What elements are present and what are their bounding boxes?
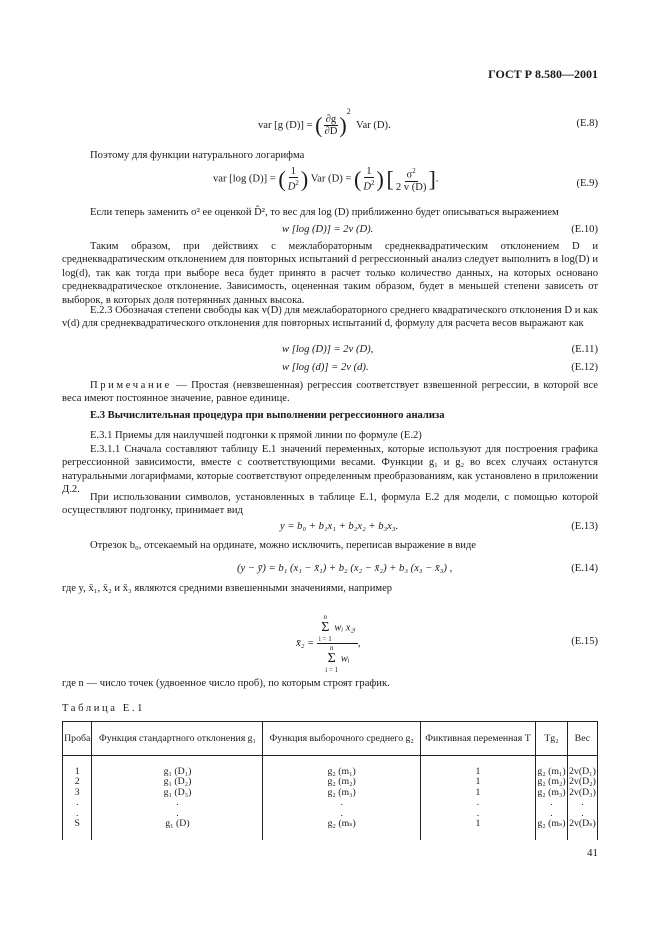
eq-e9-num2: 1: [366, 166, 372, 177]
eq-e15-num: wᵢ x₂ᵢ: [334, 622, 356, 634]
eq-e14-number: (E.14): [571, 563, 598, 574]
para-where: где y, x̄₁, x̄₂ и x̄₃ являются средними взвешенными значениями, например: [62, 583, 393, 594]
table-row: . . . . . .: [63, 809, 598, 820]
para-n: где n — число точек (удвоенное число проб), по которым строят график.: [62, 678, 390, 689]
para-thus: Таким образом, при действиях с межлабораторным среднеквадратическим отклонением D и среднеквадратическим отклонением для повторных испытаний d регрессионный анализ следует выполнить в log(D) и log(d), так как тогда при выборе веса будет принято в расчет только количество данных, на которых основано среднеквадратическое отклонение. Зависимость, оцененная таким образом, будет в меньшей степени зависеть от выборок, в которых доля потерянных данных высока.: [62, 241, 598, 306]
equation-e12: w [log (d)] = 2v (d).: [282, 362, 369, 373]
para-log-intro: Поэтому для функции натурального логарифма: [90, 150, 305, 161]
equation-e11: w [log (D)] = 2v (D),: [282, 344, 374, 355]
equation-e13: y = b₀ + b₁x₁ + b₂x₂ + b₃x₃.: [280, 521, 399, 532]
equation-e14: (y − ȳ) = b₁ (x₁ − x̄₁) + b₂ (x₂ − x̄₂) + b₃ (x₃ − x̄₃) ,: [237, 563, 453, 574]
eq-e11-number: (E.11): [571, 344, 598, 355]
eq-e15-den: wᵢ: [340, 653, 350, 665]
eq-e9-num3: σ: [406, 169, 413, 181]
col-header-g1: Функция стандартного отклонения g₁: [92, 722, 263, 756]
para-intercept: Отрезок b₀, отсекаемый на ординате, можно исключить, переписав выражение в виде: [90, 540, 477, 551]
col-header-t: Фиктивная переменная T: [420, 722, 535, 756]
eq-e9-mid: Var (D) =: [310, 173, 352, 185]
section-e3-heading: E.3 Вычислительная процедура при выполнении регрессионного анализа: [90, 410, 445, 421]
table-row: . . . . . .: [63, 798, 598, 809]
eq-e9-den1: D: [287, 181, 296, 193]
note-text: — Простая (невзвешенная) регрессия соответствует взвешенной регрессии, в которой все веса имеют постоянное значение, равное единице.: [62, 380, 598, 405]
para-e23: E.2.3 Обозначая степени свободы как v(D) для межлабораторного среднего квадратического отклонения D и как v(d) для среднеквадратического отклонения для повторных испытаний d, формулу для расчета весов выражают как: [62, 305, 598, 330]
table-title: Таблица E.1: [62, 703, 146, 714]
eq-e8-sup: 2: [346, 107, 351, 116]
eq-e9-sup2: 2: [371, 179, 375, 187]
table-row: 3 g₁ (D₃) g₂ (m₃) 1 g₂ (m₃) 2v(D₃): [63, 788, 598, 799]
equation-e8: var [g (D)] = ( $\frac{\partial g}{\partial D}$ )$^2$ Var (D).: [258, 107, 391, 138]
equation-e15: x̄₂ = n Σ i = 1 wᵢ x₂ᵢ n Σ i = 1 wᵢ ,: [296, 613, 361, 674]
eq-e9-num1: 1: [290, 166, 296, 177]
table-e1: [62, 721, 598, 840]
page-header: ГОСТ Р 8.580—2001: [488, 67, 598, 81]
eq-e15-number: (E.15): [571, 636, 598, 647]
eq-e8-lhs: var [g (D)] =: [258, 120, 313, 131]
para-e31: E.3.1 Приемы для наилучшей подгонки к прямой линии по формуле (E.2): [90, 430, 422, 441]
para-replace: Если теперь заменить σ² ее оценкой D̂², то вес для log (D) приближенно будет описываться выражением: [90, 207, 559, 218]
eq-e9-sup1: 2: [295, 179, 299, 187]
page-number: 41: [587, 847, 598, 859]
eq-e13-number: (E.13): [571, 521, 598, 532]
eq-e9-end: .: [435, 173, 439, 185]
eq-e9-number: (E.9): [576, 178, 598, 189]
eq-e8-number: (E.8): [576, 118, 598, 129]
note-label: Примечание: [90, 380, 172, 391]
eq-e15-lhs: x̄₂ =: [296, 637, 315, 649]
col-header-tg2: Tg₂: [536, 722, 568, 756]
table-row: 1 g₁ (D₁) g₂ (m₁) 1 g₂ (m₁) 2v(D₁): [63, 767, 598, 778]
eq-e10-number: (E.10): [571, 224, 598, 235]
equation-e10: w [log (D)] = 2v (D).: [282, 224, 374, 235]
eq-e8-num: ∂g: [325, 114, 337, 126]
table-row: 2 g₁ (D₂) g₂ (m₂) 1 g₂ (m₂) 2v(D₂): [63, 777, 598, 788]
eq-e9-den2: D: [363, 181, 372, 193]
col-header-g2: Функция выборочного среднего g₂: [263, 722, 420, 756]
para-e311: E.3.1.1 Сначала составляют таблицу E.1 значений переменных, которые используют для построения графика регрессионной зависимости, вместе с соответствующими весами. Функции g₁ и g₂ во всех случаях останутся натуральными логарифмами, которые соответствуют определенным преобразованиям, как установлено в приложении Д.2.: [62, 444, 598, 496]
equation-e9: var [log (D)] = ( $\frac{1}{D^2}$ ) Var (D) = ( $\frac{1}{D^2}$ ) [ $\frac{\sigma^2}{2 v (D)}$ ].: [213, 166, 439, 193]
eq-e9-den3: 2 v (D): [395, 181, 427, 193]
eq-e9-lhs: var [log (D)] =: [213, 173, 276, 185]
col-header-sample: Проба: [63, 722, 92, 756]
eq-e12-number: (E.12): [571, 362, 598, 373]
note: [62, 379, 598, 406]
col-header-weight: Вес: [567, 722, 597, 756]
table-header-row: [63, 722, 598, 756]
eq-e8-rhs: Var (D).: [356, 120, 391, 131]
table-row: S g₁ (D) g₂ (mₛ) 1 g₂ (mₛ) 2v(Dₛ): [63, 819, 598, 830]
eq-e8-den: ∂D: [324, 126, 338, 138]
para-symbols: При использовании символов, установленных в таблице E.1, формула E.2 для модели, с помощью которой осуществляют подгонку, принимает вид: [62, 492, 598, 517]
